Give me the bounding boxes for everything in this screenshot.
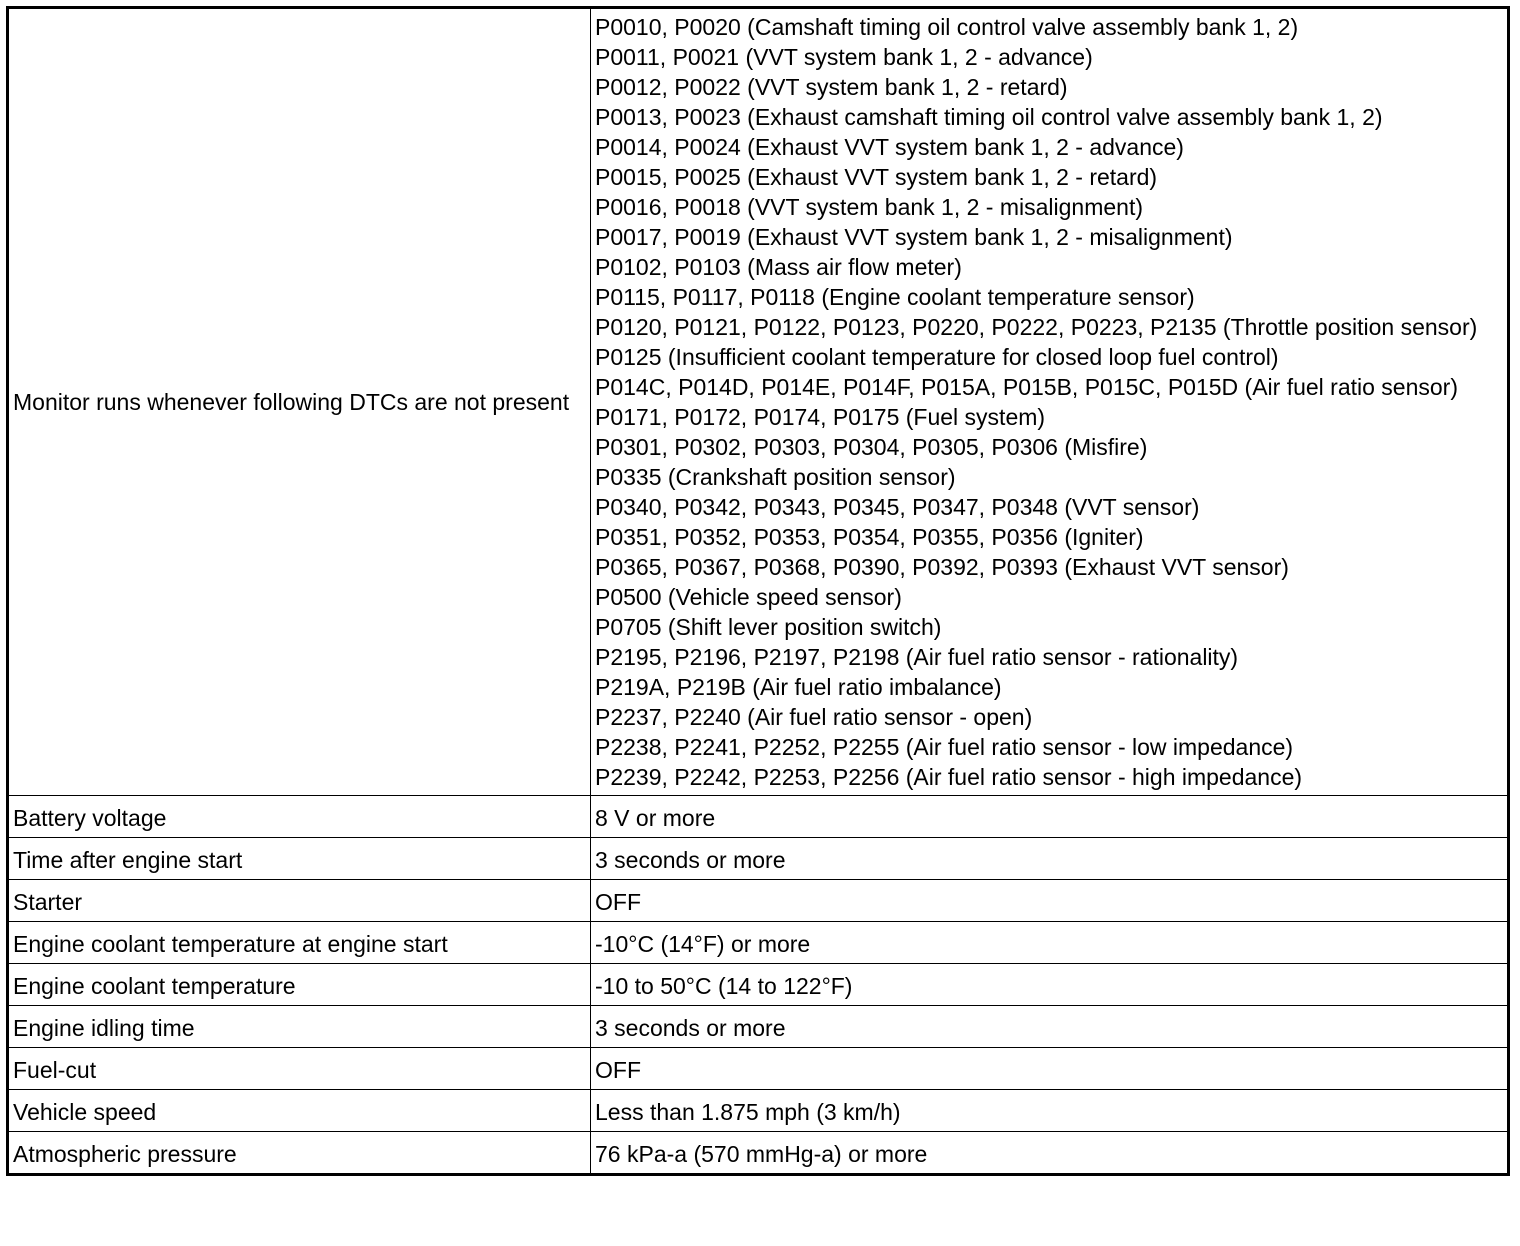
row-label: Monitor runs whenever following DTCs are not present (8, 8, 591, 796)
dtc-line: P0120, P0121, P0122, P0123, P0220, P0222, P0223, P2135 (Throttle position sensor) (595, 314, 1478, 340)
row-label: Engine coolant temperature (8, 964, 591, 1006)
row-value: -10 to 50°C (14 to 122°F) (591, 964, 1509, 1006)
dtc-line: P2239, P2242, P2253, P2256 (Air fuel ratio sensor - high impedance) (595, 764, 1303, 790)
row-value: -10°C (14°F) or more (591, 922, 1509, 964)
dtc-line: P0301, P0302, P0303, P0304, P0305, P0306 (Misfire) (595, 434, 1148, 460)
dtc-line: P0011, P0021 (VVT system bank 1, 2 - advance) (595, 44, 1093, 70)
row-label: Engine idling time (8, 1006, 591, 1048)
dtc-line: P0016, P0018 (VVT system bank 1, 2 - misalignment) (595, 194, 1144, 220)
table-row (8, 1006, 1509, 1048)
dtc-list-cell (591, 8, 1509, 796)
table-row (8, 1090, 1509, 1132)
dtc-line: P0125 (Insufficient coolant temperature for closed loop fuel control) (595, 344, 1279, 370)
dtc-line: P014C, P014D, P014E, P014F, P015A, P015B, P015C, P015D (Air fuel ratio sensor) (595, 374, 1458, 400)
row-value: 8 V or more (591, 796, 1509, 838)
dtc-line: P0115, P0117, P0118 (Engine coolant temperature sensor) (595, 284, 1195, 310)
dtc-line: P0013, P0023 (Exhaust camshaft timing oil control valve assembly bank 1, 2) (595, 104, 1383, 130)
dtc-line: P219A, P219B (Air fuel ratio imbalance) (595, 674, 1002, 700)
table-row (8, 8, 1509, 796)
row-value: OFF (591, 1048, 1509, 1090)
dtc-line: P0102, P0103 (Mass air flow meter) (595, 254, 962, 280)
row-value: 3 seconds or more (591, 1006, 1509, 1048)
dtc-line: P0017, P0019 (Exhaust VVT system bank 1, 2 - misalignment) (595, 224, 1233, 250)
dtc-line: P0705 (Shift lever position switch) (595, 614, 942, 640)
dtc-line: P2195, P2196, P2197, P2198 (Air fuel ratio sensor - rationality) (595, 644, 1239, 670)
dtc-line: P0014, P0024 (Exhaust VVT system bank 1, 2 - advance) (595, 134, 1184, 160)
row-value: 76 kPa-a (570 mmHg-a) or more (591, 1132, 1509, 1175)
table-row (8, 796, 1509, 838)
dtc-line: P0365, P0367, P0368, P0390, P0392, P0393 (Exhaust VVT sensor) (595, 554, 1289, 580)
row-label: Starter (8, 880, 591, 922)
table-row (8, 964, 1509, 1006)
row-value: 3 seconds or more (591, 838, 1509, 880)
dtc-line: P0015, P0025 (Exhaust VVT system bank 1, 2 - retard) (595, 164, 1158, 190)
conditions-table (6, 6, 1510, 1176)
row-label: Atmospheric pressure (8, 1132, 591, 1175)
row-label: Engine coolant temperature at engine start (8, 922, 591, 964)
row-label: Time after engine start (8, 838, 591, 880)
table-row (8, 880, 1509, 922)
dtc-line: P2238, P2241, P2252, P2255 (Air fuel ratio sensor - low impedance) (595, 734, 1294, 760)
row-value: OFF (591, 880, 1509, 922)
dtc-line: P0171, P0172, P0174, P0175 (Fuel system) (595, 404, 1046, 430)
dtc-line: P0010, P0020 (Camshaft timing oil control valve assembly bank 1, 2) (595, 14, 1299, 40)
row-label: Vehicle speed (8, 1090, 591, 1132)
dtc-line: P0351, P0352, P0353, P0354, P0355, P0356 (Igniter) (595, 524, 1144, 550)
table-row (8, 838, 1509, 880)
dtc-line: P0012, P0022 (VVT system bank 1, 2 - retard) (595, 74, 1068, 100)
row-value: Less than 1.875 mph (3 km/h) (591, 1090, 1509, 1132)
dtc-line: P0340, P0342, P0343, P0345, P0347, P0348 (VVT sensor) (595, 494, 1200, 520)
row-label: Fuel-cut (8, 1048, 591, 1090)
dtc-line: P0335 (Crankshaft position sensor) (595, 464, 956, 490)
table-row (8, 922, 1509, 964)
row-label: Battery voltage (8, 796, 591, 838)
table-row (8, 1132, 1509, 1175)
dtc-line: P2237, P2240 (Air fuel ratio sensor - open) (595, 704, 1033, 730)
dtc-line: P0500 (Vehicle speed sensor) (595, 584, 902, 610)
table-row (8, 1048, 1509, 1090)
